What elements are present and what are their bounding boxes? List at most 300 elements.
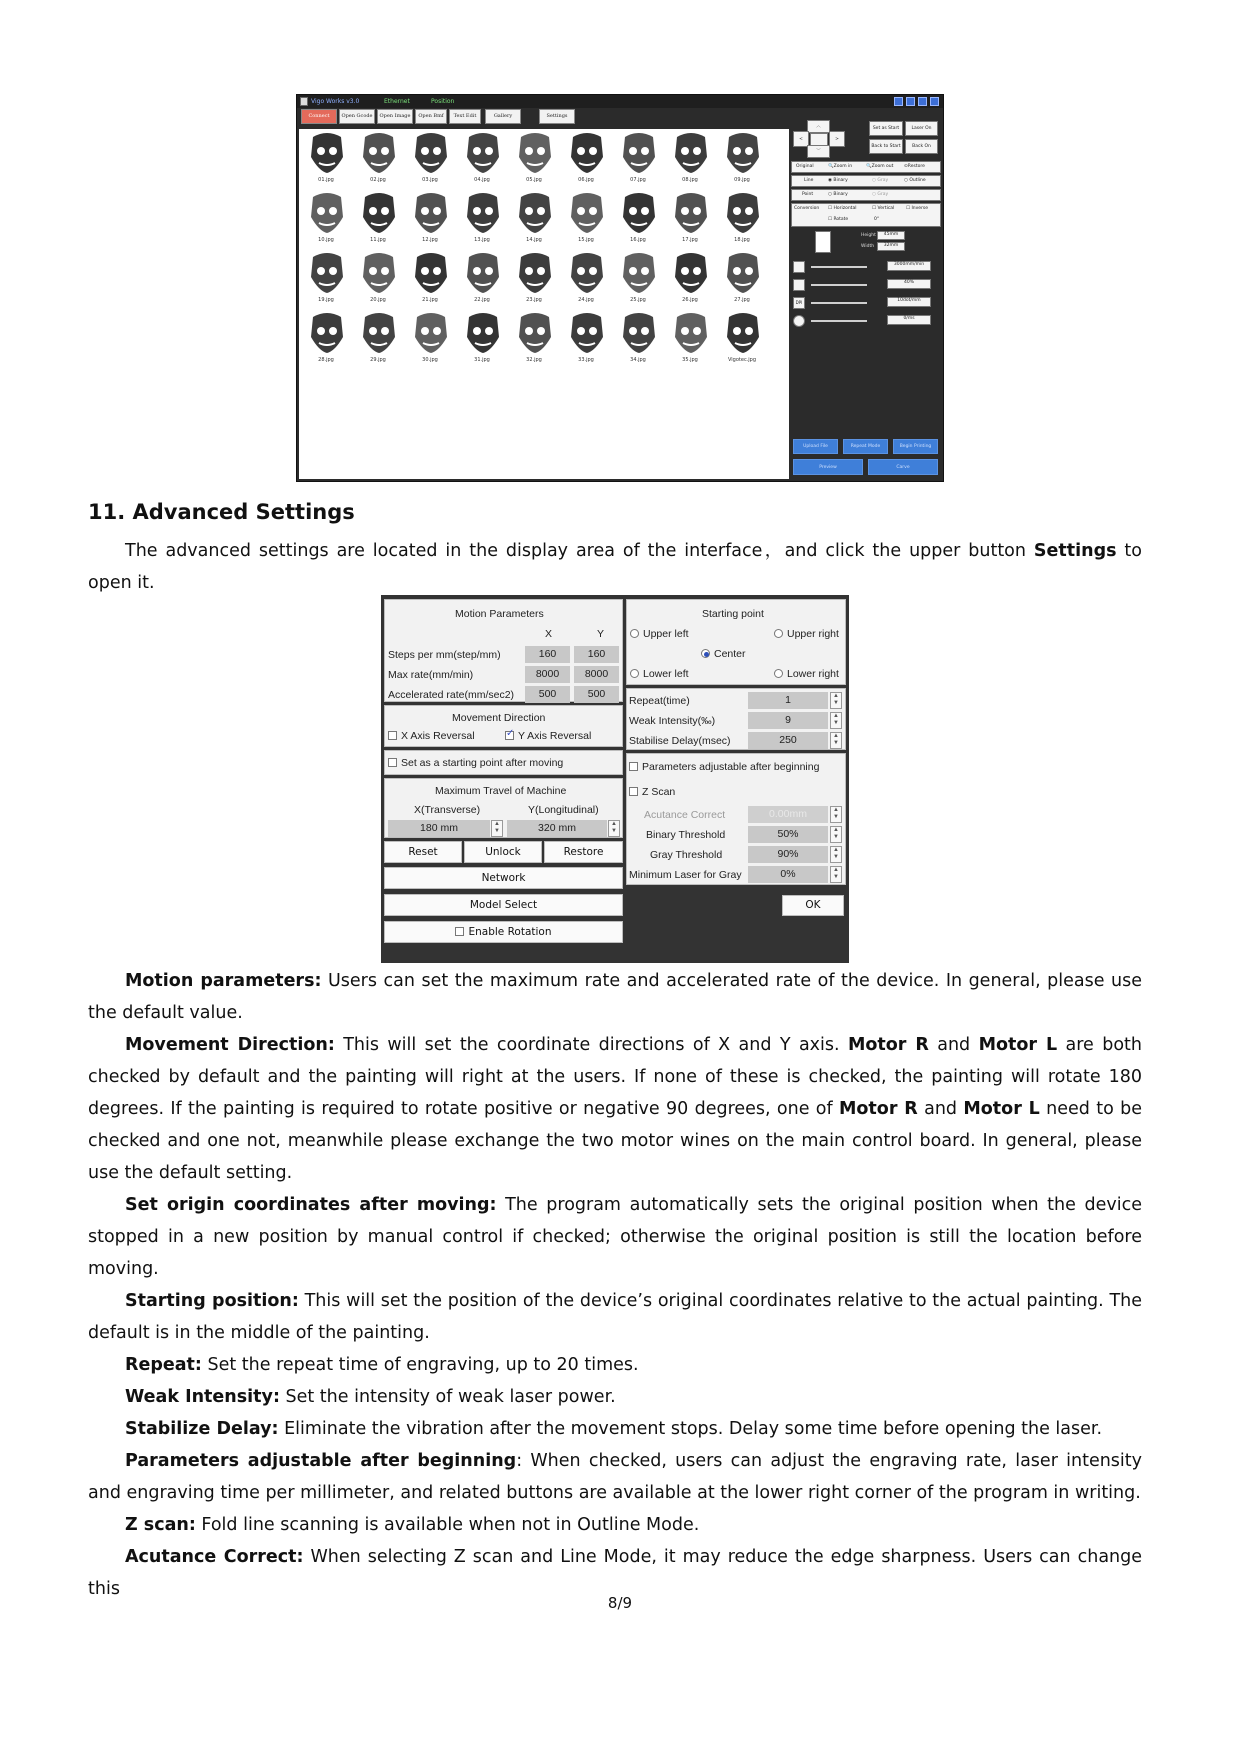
stabilise-delay-label: Stabilise Delay(msec) <box>629 735 731 747</box>
gallery-thumbnail[interactable] <box>407 131 451 187</box>
thumbnail-image-icon <box>359 131 399 175</box>
carve-button[interactable]: Carve <box>868 459 938 475</box>
thumbnail-caption: 11.jpg <box>370 237 386 243</box>
acutance-input[interactable]: 0.00mm <box>748 806 828 823</box>
network-button[interactable]: Network <box>384 867 623 889</box>
binary-label: Binary <box>833 178 848 183</box>
lower-right-radio[interactable] <box>774 668 839 680</box>
speed-icon <box>793 261 805 273</box>
acutance-text: When selecting Z scan and Line Mode, it may reduce the edge sharpness. Users can change this <box>88 1547 1143 1599</box>
col-y-header: Y <box>597 628 605 640</box>
travel-y-input[interactable]: 320 mm <box>507 820 607 837</box>
dpi-value[interactable]: 10dot/mm <box>887 297 931 307</box>
thumbnail-caption: 05.jpg <box>526 177 542 183</box>
gallery-thumbnail[interactable] <box>719 131 763 187</box>
jog-up-button[interactable]: ︿ <box>807 120 830 133</box>
thumbnail-image-icon <box>515 251 555 295</box>
thumbnail-caption: 32.jpg <box>526 357 542 363</box>
thumbnail-image-icon <box>619 311 659 355</box>
laser-on-button[interactable]: Laser On <box>905 121 938 136</box>
inverse-checkbox[interactable]: ☐ Inverse <box>906 206 929 211</box>
thumbnail-image-icon <box>619 251 659 295</box>
advanced-settings-dialog <box>381 595 849 963</box>
acutance-spinner[interactable]: ▲ ▼ <box>830 806 842 823</box>
lower-right-dot[interactable] <box>774 669 783 678</box>
travel-x-input[interactable]: 180 mm <box>388 820 490 837</box>
repeat-text: Set the repeat time of engraving, up to 20 times. <box>201 1355 639 1375</box>
power-value[interactable]: 40% <box>887 279 931 289</box>
thumbnail-caption: 20.jpg <box>370 297 386 303</box>
gallery-thumbnail[interactable] <box>615 131 659 187</box>
jog-left-button[interactable]: < <box>793 131 809 147</box>
zscan-term: Z scan: <box>125 1515 196 1535</box>
thumbnail-image-icon <box>359 311 399 355</box>
thumbnail-image-icon <box>411 191 451 235</box>
control-panel <box>791 109 943 481</box>
motion-parameters-paragraph <box>88 965 1142 1029</box>
power-slider[interactable] <box>811 284 867 286</box>
thumbnail-image-icon <box>411 131 451 175</box>
close-window-icon[interactable] <box>930 97 939 106</box>
section-heading: 11. Advanced Settings <box>88 500 355 524</box>
inverse-label: Inverse <box>911 206 929 211</box>
enable-rotation-label: Enable Rotation <box>468 926 552 938</box>
gray-radio[interactable]: ○ Gray <box>872 178 889 183</box>
thumbnail-image-icon <box>307 191 347 235</box>
thumbnail-caption: 19.jpg <box>318 297 334 303</box>
original-button[interactable]: Original <box>796 164 814 169</box>
thumbnail-image-icon <box>671 251 711 295</box>
x-axis-reversal-label: X Axis Reversal <box>401 730 475 742</box>
starting-term: Starting position: <box>125 1291 299 1311</box>
gray-threshold-input[interactable]: 90% <box>748 846 828 863</box>
movement-text-4: and <box>917 1099 964 1119</box>
params-adjustable-label: Parameters adjustable after beginning <box>642 761 820 773</box>
gallery-thumbnail[interactable] <box>615 191 659 247</box>
enable-rotation-row[interactable] <box>384 921 623 943</box>
z-scan-checkbox[interactable] <box>629 786 675 798</box>
repeat-group <box>626 688 846 750</box>
thumbnail-image-icon <box>515 131 555 175</box>
thumbnail-caption: 30.jpg <box>422 357 438 363</box>
text-edit-button[interactable]: Text Edit <box>449 109 481 124</box>
line-mode-row <box>791 175 941 187</box>
thumbnail-caption: 33.jpg <box>578 357 594 363</box>
thumbnail-image-icon <box>619 191 659 235</box>
center-dot[interactable] <box>701 649 710 658</box>
gallery-thumbnail[interactable] <box>303 251 347 307</box>
min-laser-gray-spinner[interactable]: ▲ ▼ <box>830 866 842 883</box>
center-radio[interactable] <box>701 648 746 660</box>
open-image-button[interactable]: Open Image <box>377 109 413 124</box>
motion-term: Motion parameters: <box>125 971 322 991</box>
lower-right-label: Lower right <box>787 668 839 680</box>
movement-motor-l-2: Motor L <box>963 1099 1040 1119</box>
gallery-thumbnail[interactable] <box>563 251 607 307</box>
gallery-thumbnail[interactable] <box>563 131 607 187</box>
movement-text-2: and <box>928 1035 979 1055</box>
outline-radio[interactable]: ○ Outline <box>904 178 926 183</box>
restore-label: Restore <box>907 164 925 169</box>
connection-status: Ethernet <box>384 98 410 105</box>
thumbnail-image-icon <box>307 251 347 295</box>
upper-right-dot[interactable] <box>774 629 783 638</box>
vigo-works-screenshot <box>296 94 944 482</box>
dpi-icon: DPI <box>793 297 805 309</box>
open-gcode-button[interactable]: Open Gcode <box>339 109 375 124</box>
weak-intensity-input[interactable]: 9 <box>748 712 828 729</box>
movement-text-1: This will set the coordinate directions of X and Y axis. <box>334 1035 848 1055</box>
gallery-thumbnail[interactable] <box>667 131 711 187</box>
thumbnail-image-icon <box>515 311 555 355</box>
time-slider[interactable] <box>811 320 867 322</box>
thumbnail-image-icon <box>359 191 399 235</box>
motion-parameters-title: Motion Parameters <box>455 608 544 620</box>
begin-printing-button[interactable]: Begin Printing <box>893 439 938 454</box>
zscan-text: Fold line scanning is available when not in Outline Mode. <box>195 1515 700 1535</box>
thumbnail-caption: 22.jpg <box>474 297 490 303</box>
starting-point-title: Starting point <box>702 608 764 620</box>
thumbnail-image-icon <box>463 191 503 235</box>
upper-right-radio[interactable] <box>774 628 839 640</box>
params-term: Parameters adjustable after beginning <box>125 1451 517 1471</box>
set-start-group <box>384 750 623 775</box>
upload-file-button[interactable]: Upload File <box>793 439 838 454</box>
power-icon <box>793 279 805 291</box>
motion-parameters-group <box>384 599 623 702</box>
rotate-checkbox[interactable]: ☐ Rotate <box>828 217 849 222</box>
thumbnail-image-icon <box>463 131 503 175</box>
max-rate-label: Max rate(mm/min) <box>388 669 474 681</box>
thumbnail-image-icon <box>671 191 711 235</box>
vertical-label: Vertical <box>877 206 895 211</box>
ok-button[interactable]: OK <box>782 895 844 916</box>
horizontal-label: Horizontal <box>833 206 857 211</box>
model-select-button[interactable]: Model Select <box>384 894 623 916</box>
rotate-label: Rotate <box>833 217 849 222</box>
gallery-thumbnail[interactable] <box>303 131 347 187</box>
gallery-thumbnail[interactable] <box>459 311 503 367</box>
steps-y-input[interactable]: 160 <box>574 646 619 663</box>
travel-x-spinner[interactable]: ▲ ▼ <box>491 820 503 837</box>
gallery-button[interactable]: Gallery <box>485 109 521 124</box>
time-value[interactable]: 0/ms <box>887 315 931 325</box>
gallery-thumbnail[interactable] <box>511 131 555 187</box>
thumbnail-caption: 07.jpg <box>630 177 646 183</box>
params-text: : When checked, users can adjust the engraving rate, laser intensity and engraving time per millimeter, and related buttons are available at the lower right corner of the program in writing. <box>88 1451 1142 1503</box>
gallery-thumbnail[interactable] <box>511 311 555 367</box>
stabilise-delay-input[interactable]: 250 <box>748 732 828 749</box>
max-rate-y-input[interactable]: 8000 <box>574 666 619 683</box>
gallery-thumbnail[interactable] <box>303 191 347 247</box>
y-axis-reversal-checkbox[interactable] <box>505 730 591 742</box>
min-laser-gray-input[interactable]: 0% <box>748 866 828 883</box>
preview-thumbnail <box>815 231 831 253</box>
stabilize-term: Stabilize Delay: <box>125 1419 279 1439</box>
jog-down-button[interactable]: ﹀ <box>807 145 830 158</box>
thumbnail-caption: 34.jpg <box>630 357 646 363</box>
point-mode-label: Point <box>802 192 814 197</box>
intro-paragraph <box>88 535 1142 599</box>
thumbnail-caption: 25.jpg <box>630 297 646 303</box>
gallery-thumbnail[interactable] <box>355 191 399 247</box>
min-laser-gray-label: Minimum Laser for Gray <box>629 869 742 881</box>
thumbnail-caption: 14.jpg <box>526 237 542 243</box>
origin-coordinates-paragraph <box>88 1189 1142 1285</box>
thumbnail-caption: 13.jpg <box>474 237 490 243</box>
gallery-thumbnail[interactable] <box>615 311 659 367</box>
thumbnail-caption: 26.jpg <box>682 297 698 303</box>
thumbnail-caption: 17.jpg <box>682 237 698 243</box>
gallery-thumbnail[interactable] <box>615 251 659 307</box>
thumbnail-image-icon <box>567 191 607 235</box>
thumbnail-image-icon <box>463 311 503 355</box>
z-scan-box[interactable] <box>629 787 638 796</box>
gallery-thumbnail[interactable] <box>563 311 607 367</box>
back-on-button[interactable]: Back On <box>905 139 938 154</box>
repeat-term: Repeat: <box>125 1355 202 1375</box>
params-adjustable-paragraph <box>88 1445 1142 1509</box>
stabilize-text: Eliminate the vibration after the movement stops. Delay some time before opening the laser. <box>278 1419 1103 1439</box>
movement-term: Movement Direction: <box>125 1035 335 1055</box>
upper-left-dot[interactable] <box>630 629 639 638</box>
open-bmf-button[interactable]: Open Bmf <box>415 109 447 124</box>
transverse-label: X(Transverse) <box>414 804 481 816</box>
settings-button[interactable]: Settings <box>539 109 575 124</box>
gallery-thumbnail[interactable] <box>459 191 503 247</box>
repeat-mode-button[interactable]: Repeat Mode <box>843 439 888 454</box>
binary-threshold-input[interactable]: 50% <box>748 826 828 843</box>
gallery-thumbnail[interactable] <box>719 251 763 307</box>
intro-text-after: to open it. <box>88 541 1143 593</box>
gallery-thumbnail[interactable] <box>459 131 503 187</box>
line-mode-label: Line <box>804 178 814 183</box>
view-row <box>791 161 941 173</box>
max-travel-group <box>384 778 623 838</box>
starting-position-paragraph <box>88 1285 1142 1349</box>
upper-right-label: Upper right <box>787 628 839 640</box>
preview-button[interactable]: Preview <box>793 459 863 475</box>
acutance-term: Acutance Correct: <box>125 1547 304 1567</box>
max-travel-title: Maximum Travel of Machine <box>435 785 567 797</box>
thumbnail-caption: 28.jpg <box>318 357 334 363</box>
origin-text: The program automatically sets the original position when the device stopped in a new position by manual control if checked; otherwise the original position is still the location before moving. <box>88 1195 1142 1279</box>
gallery-thumbnail[interactable] <box>719 311 763 367</box>
movement-direction-paragraph <box>88 1029 1142 1189</box>
steps-x-input[interactable]: 160 <box>525 646 570 663</box>
weak-intensity-label: Weak Intensity(‰) <box>629 715 716 727</box>
thumbnail-image-icon <box>619 131 659 175</box>
thumbnail-caption: 27.jpg <box>734 297 750 303</box>
accel-rate-label: Accelerated rate(mm/sec2) <box>388 689 515 701</box>
enable-rotation-checkbox[interactable] <box>455 927 464 936</box>
gallery-thumbnail[interactable] <box>355 131 399 187</box>
lower-left-radio[interactable] <box>630 668 689 680</box>
thumbnail-caption: 01.jpg <box>318 177 334 183</box>
restore-factory-button[interactable]: Restore <box>544 841 623 863</box>
point-binary-label: Binary <box>833 192 848 197</box>
back-to-start-button[interactable]: Back to Start <box>869 139 903 154</box>
thumbnail-image-icon <box>723 191 763 235</box>
gallery-thumbnail[interactable] <box>407 311 451 367</box>
thumbnail-caption: 24.jpg <box>578 297 594 303</box>
intro-text-before: The advanced settings are located in the display area of the interface，and click the upper button <box>125 541 1034 561</box>
scan-options-group <box>626 753 846 885</box>
gallery-thumbnail[interactable] <box>563 191 607 247</box>
repeat-spinner[interactable]: ▲ ▼ <box>830 692 842 709</box>
upper-left-label: Upper left <box>643 628 689 640</box>
app-titlebar <box>297 95 943 108</box>
params-adjustable-checkbox[interactable] <box>629 761 819 773</box>
origin-term: Set origin coordinates after moving: <box>125 1195 497 1215</box>
thumbnail-image-icon <box>411 251 451 295</box>
settings-window-icon[interactable] <box>894 97 903 106</box>
gray-threshold-spinner[interactable]: ▲ ▼ <box>830 846 842 863</box>
gallery-thumbnail[interactable] <box>459 251 503 307</box>
reset-button[interactable]: Reset <box>384 841 462 863</box>
width-label: Width <box>861 244 875 249</box>
jog-right-button[interactable]: > <box>829 131 845 147</box>
page-number: 8/9 <box>607 1594 633 1612</box>
upper-left-radio[interactable] <box>630 628 689 640</box>
gallery-thumbnail[interactable] <box>511 191 555 247</box>
rotate-value[interactable]: 0° <box>874 217 880 222</box>
accel-x-input[interactable]: 500 <box>525 686 570 703</box>
params-adjustable-box[interactable] <box>629 762 638 771</box>
gallery-thumbnail[interactable] <box>407 251 451 307</box>
restore-button[interactable]: ⊙Restore <box>904 164 925 169</box>
speed-slider[interactable] <box>811 266 867 268</box>
movement-direction-group <box>384 705 623 747</box>
thumbnail-image-icon <box>463 251 503 295</box>
gallery-thumbnail[interactable] <box>667 251 711 307</box>
maximize-window-icon[interactable] <box>918 97 927 106</box>
gallery-thumbnail[interactable] <box>511 251 555 307</box>
vertical-checkbox[interactable]: ☐ Vertical <box>872 206 895 211</box>
gallery-thumbnail[interactable] <box>667 311 711 367</box>
set-as-start-button[interactable]: Set as Start <box>869 121 903 136</box>
thumbnail-caption: 23.jpg <box>526 297 542 303</box>
intro-settings-bold: Settings <box>1033 541 1117 561</box>
repeat-paragraph <box>88 1349 1142 1381</box>
zoom-in-button[interactable]: 🔍Zoom in <box>828 164 853 169</box>
repeat-input[interactable]: 1 <box>748 692 828 709</box>
col-x-header: X <box>545 628 553 640</box>
set-start-checkbox[interactable] <box>388 757 563 769</box>
binary-radio[interactable]: ◉ Binary <box>828 178 848 183</box>
unlock-button[interactable]: Unlock <box>464 841 542 863</box>
steps-per-mm-label: Steps per mm(step/mm) <box>388 649 501 661</box>
motion-text: Users can set the maximum rate and accelerated rate of the device. In general, please use the default value. <box>88 971 1142 1023</box>
thumbnail-caption: 35.jpg <box>682 357 698 363</box>
thumbnail-caption: 12.jpg <box>422 237 438 243</box>
point-gray-label: Gray <box>877 192 889 197</box>
gallery-thumbnail[interactable] <box>303 311 347 367</box>
thumbnail-caption: 03.jpg <box>422 177 438 183</box>
thumbnail-caption: Vigotec.jpg <box>727 357 757 363</box>
minimize-window-icon[interactable] <box>906 97 915 106</box>
stabilise-delay-spinner[interactable]: ▲ ▼ <box>830 732 842 749</box>
horizontal-checkbox[interactable]: ☐ Horizontal <box>828 206 857 211</box>
binary-threshold-spinner[interactable]: ▲ ▼ <box>830 826 842 843</box>
starting-text: This will set the position of the device’s original coordinates relative to the actual painting. The default is in the middle of the painting. <box>88 1291 1142 1343</box>
thumbnail-caption: 09.jpg <box>734 177 750 183</box>
thumbnail-image-icon <box>567 251 607 295</box>
thumbnail-image-icon <box>567 131 607 175</box>
position-status: Position <box>431 98 455 105</box>
travel-y-spinner[interactable]: ▲ ▼ <box>608 820 620 837</box>
thumbnail-image-icon <box>307 131 347 175</box>
gallery-thumbnail[interactable] <box>719 191 763 247</box>
thumbnail-image-icon <box>515 191 555 235</box>
height-input[interactable]: 45mm <box>877 231 905 240</box>
weak-intensity-spinner[interactable]: ▲ ▼ <box>830 712 842 729</box>
width-input[interactable]: 32mm <box>877 242 905 251</box>
x-axis-reversal-checkbox[interactable] <box>388 730 475 742</box>
gray-threshold-label: Gray Threshold <box>650 849 723 861</box>
set-start-box[interactable] <box>388 758 397 767</box>
stabilize-delay-paragraph <box>88 1413 1142 1445</box>
thumbnail-image-icon <box>723 131 763 175</box>
binary-threshold-label: Binary Threshold <box>646 829 726 841</box>
accel-y-input[interactable]: 500 <box>574 686 619 703</box>
point-binary-radio[interactable]: ○ Binary <box>828 192 848 197</box>
starting-point-group <box>626 599 846 685</box>
movement-text-5: need to be checked and one not, meanwhile please exchange the two motor wines on the main control board. In general, please use the default setting. <box>88 1099 1142 1183</box>
thumbnail-caption: 29.jpg <box>370 357 386 363</box>
gallery-thumbnail[interactable] <box>355 311 399 367</box>
point-gray-radio[interactable]: ○ Gray <box>872 192 889 197</box>
thumbnail-image-icon <box>567 311 607 355</box>
time-icon <box>793 315 805 327</box>
speed-value[interactable]: 3000mm/min <box>887 261 931 271</box>
repeat-label: Repeat(time) <box>629 695 690 707</box>
thumbnail-image-icon <box>307 311 347 355</box>
x-axis-reversal-box[interactable] <box>388 731 397 740</box>
thumbnail-caption: 18.jpg <box>734 237 750 243</box>
lower-left-dot[interactable] <box>630 669 639 678</box>
height-label: Height <box>861 233 876 238</box>
y-axis-reversal-box[interactable] <box>505 731 514 740</box>
max-rate-x-input[interactable]: 8000 <box>525 666 570 683</box>
zoom-out-button[interactable]: 🔍Zoom out <box>866 164 894 169</box>
movement-motor-l-1: Motor L <box>978 1035 1058 1055</box>
gallery-thumbnail[interactable] <box>667 191 711 247</box>
z-scan-label: Z Scan <box>642 786 676 798</box>
thumbnail-image-icon <box>359 251 399 295</box>
connect-button[interactable]: Connect <box>301 109 337 124</box>
weak-text: Set the intensity of weak laser power. <box>279 1387 616 1407</box>
acutance-label: Acutance Correct <box>644 809 726 821</box>
thumbnail-image-icon <box>723 251 763 295</box>
weak-intensity-paragraph <box>88 1381 1142 1413</box>
movement-motor-r-1: Motor R <box>847 1035 929 1055</box>
dpi-slider[interactable] <box>811 302 867 304</box>
longitudinal-label: Y(Longitudinal) <box>528 804 599 816</box>
thumbnail-caption: 02.jpg <box>370 177 386 183</box>
zoom-out-label: Zoom out <box>871 164 894 169</box>
movement-motor-r-2: Motor R <box>839 1099 918 1119</box>
weak-term: Weak Intensity: <box>125 1387 280 1407</box>
gallery-thumbnail[interactable] <box>355 251 399 307</box>
outline-label: Outline <box>909 178 926 183</box>
thumbnail-image-icon <box>671 131 711 175</box>
set-start-label: Set as a starting point after moving <box>401 757 564 769</box>
gallery-thumbnail[interactable] <box>407 191 451 247</box>
thumbnail-caption: 21.jpg <box>422 297 438 303</box>
point-mode-row <box>791 189 941 201</box>
thumbnail-caption: 06.jpg <box>578 177 594 183</box>
